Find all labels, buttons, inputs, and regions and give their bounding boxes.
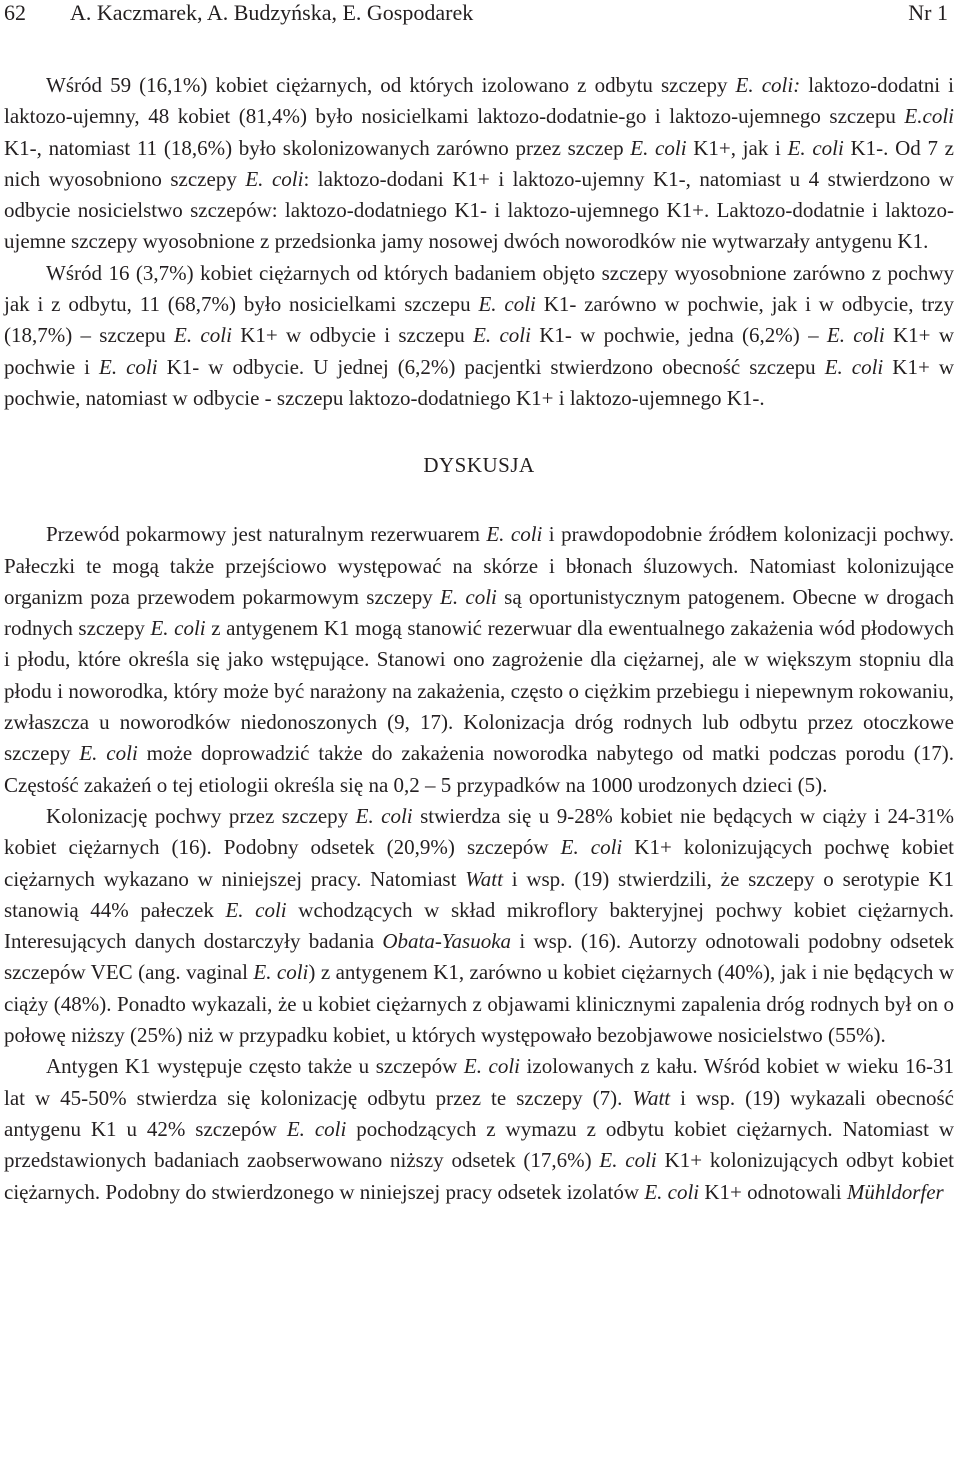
italic-text: E. coli	[644, 1179, 700, 1204]
italic-text: E. coli	[478, 292, 536, 317]
italic-text: E. coli	[286, 1116, 347, 1141]
text-segment: i wsp. (19) wykazali obecność antygenu K1 u 42% szczepów	[4, 1085, 955, 1141]
text-segment: K1- w odbycie. U jednej (6,2%) pacjentki stwierdzono obecność szczepu	[157, 354, 825, 379]
page-number: 62	[4, 0, 26, 25]
italic-text: E. coli	[440, 584, 497, 609]
italic-text: E. coli	[787, 135, 844, 160]
text-segment: stwierdza się u 9-28% kobiet nie będących w ciąży i 24-31% kobiet ciężarnych (16). Podobny odsetek (20,9%) szczepów	[4, 803, 954, 860]
italic-text: E. coli	[486, 522, 543, 547]
text-segment: K1+ kolonizujących odbyt kobiet ciężarnych. Podobny do stwierdzonego w niniejszej pracy odsetek izolatów	[4, 1148, 954, 1204]
text-segment: K1- w pochwie, jedna (6,2%) –	[530, 323, 827, 348]
text-segment: izolowanych z kału. Wśród kobiet w wieku 16-31 lat w 45-50% stwierdza się kolonizację odbytu przez te szczepy (7).	[4, 1054, 954, 1110]
text-segment: i wsp. (16). Autorzy odnotowali podobny odsetek szczepów VEC (ang. vaginal	[4, 929, 955, 985]
italic-text: E. coli	[630, 135, 687, 160]
text-segment: Przewód pokarmowy jest naturalnym rezerwuarem	[46, 522, 487, 547]
text-segment: i prawdopodobnie źródłem kolonizacji pochwy. Pałeczki te mogą także przejściowo występować na skórze i błonach śluzowych. Natomiast kolonizujące organizm poza przewodem pokarmowym szczepy	[4, 522, 954, 609]
italic-text: E. coli	[473, 323, 531, 348]
article-body	[4, 70, 954, 1208]
text-segment: K1+ w pochwie, natomiast w odbycie - szczepu laktozo-dodatniego K1+ i laktozo-ujemnego K1-.	[4, 354, 954, 410]
text-segment: K1-. Od 7 z nich wyosobniono szczepy	[4, 135, 954, 191]
italic-text: Mühldorfer	[846, 1179, 944, 1204]
italic-text: E. coli	[245, 166, 304, 191]
italic-text: E. coli	[150, 616, 206, 641]
italic-text: E. coli:	[735, 73, 801, 97]
italic-text: E.coli	[904, 104, 954, 129]
text-segment: K1+ w pochwie i	[4, 323, 954, 379]
italic-text: E. coli	[824, 354, 884, 379]
paragraph	[4, 258, 954, 414]
text-segment: może doprowadzić także do zakażenia noworodka nabytego od matki podczas porodu (17). Częstość zakażeń o tej etiologii określa się na 0,2 – 5 przypadków na 1000 urodzonych dzieci (5).	[4, 741, 954, 797]
text-segment: K1-, natomiast 11 (18,6%) było skolonizowanych zarówno przez szczep	[4, 135, 631, 160]
italic-text: E. coli	[826, 323, 885, 348]
italic-text: E. coli	[99, 354, 158, 379]
running-authors: A. Kaczmarek, A. Budzyńska, E. Gospodarek	[70, 0, 474, 25]
italic-text: E. coli	[599, 1148, 657, 1173]
text-segment: wchodzących w skład mikroflory bakteryjnej pochwy kobiet ciężarnych. Interesujących danych dostarczyły badania	[4, 897, 954, 954]
section-heading: DYSKUSJA	[423, 453, 535, 478]
text-segment: i wsp. (19) stwierdzili, że szczepy o serotypie K1 stanowią 44% pałeczek	[4, 866, 954, 922]
text-segment: Wśród 16 (3,7%) kobiet ciężarnych od których badaniem objęto szczepy wyosobnione zarówno z pochwy jak i z odbytu, 11 (68,7%) było nosicielkami szczepu	[4, 260, 954, 317]
text-segment: K1+ odnotowali	[699, 1179, 847, 1204]
text-segment: laktozo-dodatni i laktozo-ujemny, 48 kobiet (81,4%) było nosicielkami laktozo-dodatnie-go i laktozo-ujemnego szczepu	[4, 73, 954, 129]
paragraph	[4, 70, 954, 258]
italic-text: Watt	[632, 1085, 671, 1110]
italic-text: Obata-Yasuoka	[382, 929, 512, 954]
italic-text: E. coli	[355, 803, 413, 828]
text-segment: K1+ w odbycie i szczepu	[231, 323, 474, 348]
text-segment: K1+ kolonizujących pochwę kobiet ciężarnych wykazano w niniejszej pracy. Natomiast	[4, 835, 954, 891]
paragraph	[4, 1051, 954, 1207]
paragraph	[4, 519, 954, 801]
italic-text: E. coli	[225, 897, 287, 922]
italic-text: E. coli	[174, 323, 232, 348]
text-segment: Wśród 59 (16,1%) kobiet ciężarnych, od których izolowano z odbytu szczepy	[46, 73, 736, 97]
running-header	[4, 0, 954, 26]
italic-text: E. coli	[463, 1054, 520, 1079]
text-segment: Kolonizację pochwy przez szczepy	[46, 803, 356, 828]
text-segment: K1- zarówno w pochwie, jak i w odbycie, trzy (18,7%) – szczepu	[4, 292, 954, 348]
issue-number: Nr 1	[908, 0, 948, 25]
text-segment: są oportunistycznym patogenem. Obecne w drogach rodnych szczepy	[4, 584, 954, 641]
text-segment: pochodzących z wymazu z odbytu kobiet ciężarnych. Natomiast w przedstawionych badaniach zaobserwowano niższy odsetek (17,6%)	[4, 1116, 954, 1173]
paragraph	[4, 801, 954, 1051]
italic-text: Watt	[465, 866, 503, 891]
text-segment: : laktozo-dodani K1+ i laktozo-ujemny K1-, natomiast u 4 stwierdzono w odbycie nosicielstwo szczepów: laktozo-dodatniego K1- i laktozo-ujemnego K1+. Laktozo-dodatnie i laktozo-ujemne szczepy wyosobnione z przedsionka jamy nosowej dwóch noworodków nie wytwarzały antygenu K1.	[4, 166, 954, 254]
italic-text: E. coli	[253, 960, 309, 985]
italic-text: E. coli	[560, 835, 623, 860]
text-segment: K1+, jak i	[686, 135, 788, 160]
text-segment: z antygenem K1 mogą stanowić rezerwuar dla ewentualnego zakażenia wód płodowych i płodu, które określa się jako wstępujące. Stanowi ono zagrożenie dla ciężarnej, ale w większym stopniu dla płodu i noworodka, który może być narażony na zakażenia, często o ciężkim przebiegu i niepewnym rokowaniu, zwłaszcza u noworodków niedonoszonych (9, 17). Kolonizacja dróg rodnych lub odbytu przez otoczkowe szczepy	[4, 616, 954, 766]
text-segment: ) z antygenem K1, zarówno u kobiet ciężarnych (40%), jak i nie będących w ciąży (48%). Ponadto wykazali, że u kobiet ciężarnych z objawami klinicznymi zapalenia dróg rodnych był on o połowę niższy (25%) niż w przypadku kobiet, u których występowało bezobjawowe nosicielstwo (55%).	[4, 960, 954, 1048]
italic-text: E. coli	[79, 741, 138, 766]
text-segment: Antygen K1 występuje często także u szczepów	[46, 1054, 464, 1079]
